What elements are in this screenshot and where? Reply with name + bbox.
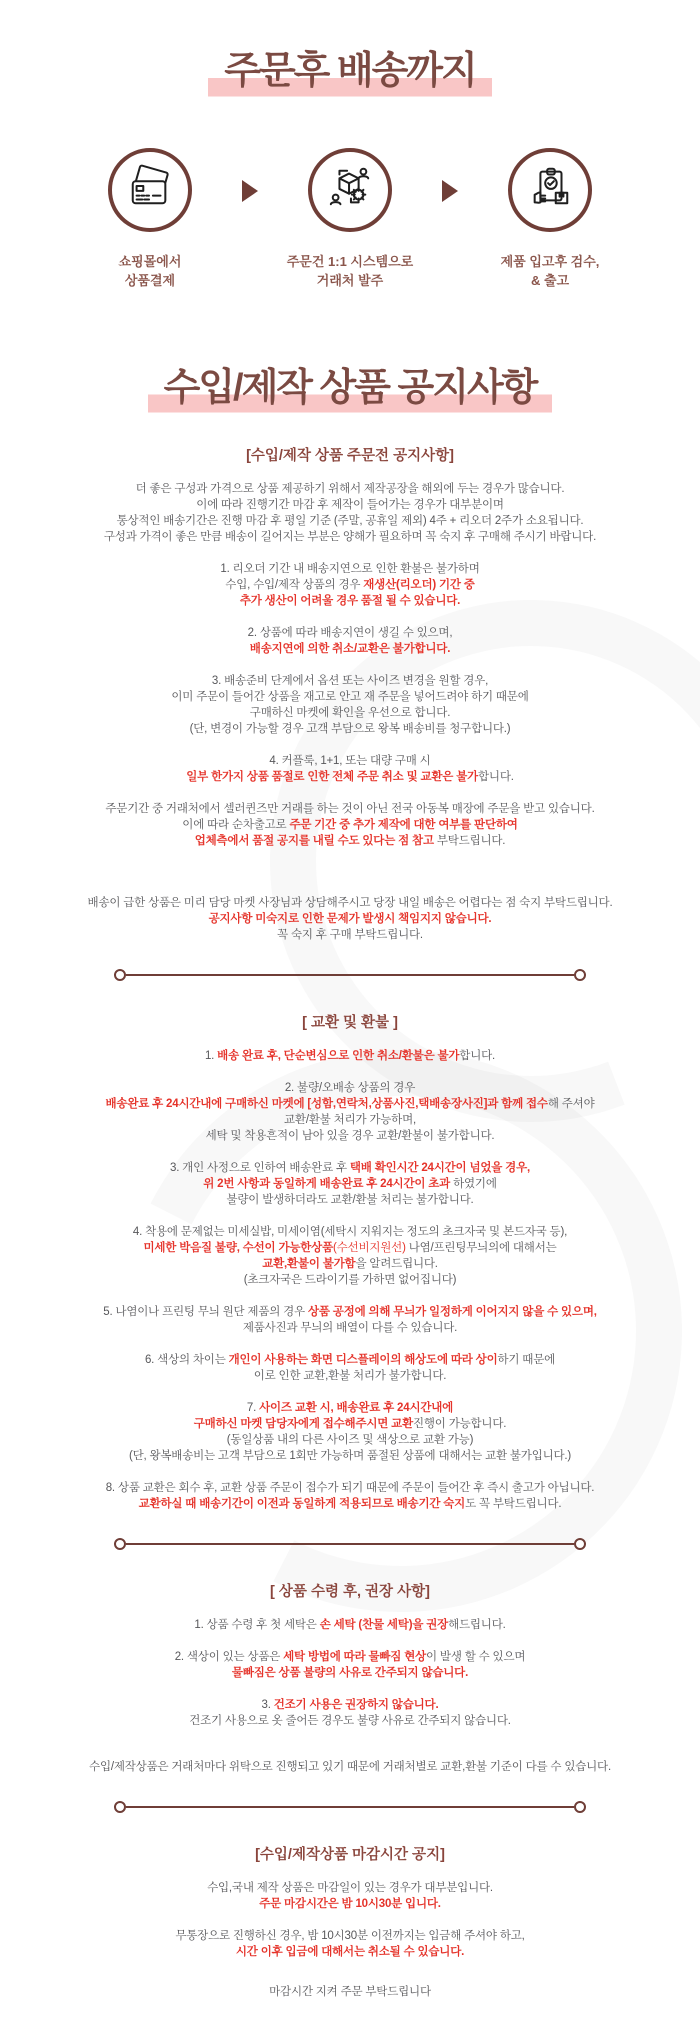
step-circle [308, 148, 392, 232]
text-run: 일부 한가지 상품 품절로 인한 전체 주문 취소 및 교환은 불가 [186, 771, 479, 784]
text-run: 나염/프린팅무늬의에 대해서는 [405, 1242, 557, 1255]
notice-line [0, 1224, 700, 1240]
text-run: 배송완료 후 24시간내에 구매하신 마켓에 [성함,연락처,상품사진,택배송장사진]과 함께 접수 [105, 1098, 548, 1111]
text-run: 마감시간 지켜 주문 부탁드립니다 [269, 1986, 431, 1999]
notice-line [0, 1928, 700, 1944]
notice-block [0, 1304, 700, 1336]
text-run: 업체측에서 품절 공지를 내릴 수도 있다는 점 참고 [194, 835, 437, 848]
text-run: 시간 이후 입금에 대해서는 취소될 수 있습니다. [235, 1946, 465, 1959]
notice-line [0, 1080, 700, 1096]
text-run: 수입/제작상품은 거래처마다 위탁으로 진행되고 있기 때문에 거래처별로 교환,환불 기준이 다를 수 있습니다. [89, 1761, 611, 1774]
divider-endpoint-circle [574, 969, 586, 981]
text-run: 7. [246, 1402, 260, 1415]
text-run: 물빠짐은 상품 불량의 사유로 간주되지 않습니다. [231, 1667, 469, 1680]
text-run: 통상적인 배송기간은 진행 마감 후 평일 기준 (주말, 공휴일 제외) 4주 + 리오더 2주가 소요됩니다. [116, 515, 584, 528]
text-run: 해 주셔야 [547, 1098, 595, 1111]
notice-block [0, 1759, 700, 1775]
notice-block [0, 1048, 700, 1064]
notice-line [0, 1432, 700, 1448]
notice-block [0, 1224, 700, 1288]
step-order [266, 148, 434, 291]
text-run: 교환,환불이 불가함 [262, 1258, 356, 1271]
step-inspection [466, 148, 634, 291]
text-run: 8. 상품 교환은 회수 후, 교환 상품 주문이 접수가 되기 때문에 주문이 들어간 후 즉시 출고가 아닙니다. [105, 1482, 595, 1495]
text-run: 제품사진과 무늬의 배열이 다를 수 있습니다. [242, 1322, 458, 1335]
text-run: 교환/환불 처리가 가능하며, [284, 1114, 416, 1127]
step-label-line: 제품 입고후 검수, [500, 253, 600, 269]
text-run: (수선비지원선) [333, 1242, 406, 1255]
notice-block [0, 481, 700, 545]
notice-block [0, 1400, 700, 1464]
text-run: 구성과 가격이 좋은 만큼 배송이 길어지는 부분은 양해가 필요하며 꼭 숙지 후 구매해 주시기 바랍니다. [103, 531, 597, 544]
step-label [266, 252, 434, 291]
notice-line [0, 1112, 700, 1128]
text-run: 5. 나염이나 프린팅 무늬 원단 제품의 경우 [103, 1306, 308, 1319]
deadline-notice-header: [수입/제작상품 마감시간 공지] [255, 1847, 445, 1864]
notice-line [0, 513, 700, 529]
text-run: 배송지연에 의한 취소/교환은 불가합니다. [249, 643, 451, 656]
text-run: 수입, 수입/제작 상품의 경우 [225, 579, 364, 592]
notice-line [0, 1448, 700, 1464]
text-run: 합니다. [478, 771, 514, 784]
notice-line [0, 689, 700, 705]
notice-line [0, 1160, 700, 1176]
notice-line [0, 1665, 700, 1681]
exchange-refund-section [0, 1011, 700, 1512]
step-circle [508, 148, 592, 232]
text-run: (동일상품 내의 다른 사이즈 및 색상으로 교환 가능) [226, 1434, 474, 1447]
text-run: 1. 상품 수령 후 첫 세탁은 [194, 1619, 320, 1632]
text-run: 3. [261, 1699, 274, 1712]
text-run: 도 꼭 부탁드립니다. [465, 1498, 562, 1511]
text-run: 사이즈 교환 시, 배송완료 후 24시간내에 [259, 1402, 454, 1415]
notice-line [0, 1352, 700, 1368]
notice-block [0, 801, 700, 849]
notice-line [0, 1713, 700, 1729]
notice-line [0, 481, 700, 497]
text-run: 교환하실 때 배송기간이 이전과 동일하게 적용되므로 배송기간 숙지 [138, 1498, 466, 1511]
step-label-line: 주문건 1:1 시스템으로 [286, 253, 414, 269]
notice-line [0, 1192, 700, 1208]
notice-line [0, 625, 700, 641]
notice-line [0, 753, 700, 769]
text-run: 6. 색상의 차이는 [144, 1354, 229, 1367]
text-run: 4. 커플룩, 1+1, 또는 대량 구매 시 [269, 755, 431, 768]
inspection-icon [527, 164, 573, 215]
notice-line [0, 1304, 700, 1320]
order-system-icon [327, 164, 373, 215]
section-divider [114, 969, 586, 981]
arrow-right-icon [442, 180, 458, 202]
notice-title: 수입/제작 상품 공지사항 [148, 367, 553, 415]
text-run: 개인이 사용하는 화면 디스플레이의 해상도에 따라 상이 [228, 1354, 498, 1367]
notice-block [0, 625, 700, 657]
notice-line [0, 801, 700, 817]
text-run: 주문 기간 중 추가 제작에 대한 여부를 판단하여 [289, 819, 518, 832]
step-payment [66, 148, 234, 291]
notice-line [0, 577, 700, 593]
notice-line [0, 1649, 700, 1665]
text-run: 주문기간 중 거래처에서 셀러퀸즈만 거래를 하는 것이 아닌 전국 아동복 매장에 주문을 받고 있습니다. [105, 803, 595, 816]
notice-block [0, 1928, 700, 1960]
pre-order-notice-section [0, 444, 700, 943]
step-label-line: 거래처 발주 [316, 273, 384, 289]
step-label [66, 252, 234, 291]
arrow-right-icon [242, 180, 258, 202]
notice-block [0, 1984, 700, 2000]
section-divider [114, 1538, 586, 1550]
notice-line [0, 911, 700, 927]
text-run: 해드립니다. [448, 1619, 506, 1632]
text-run: 이미 주문이 들어간 상품을 재고로 안고 재 주문을 넣어드려야 하기 때문에 [171, 691, 529, 704]
notice-line [0, 641, 700, 657]
steps-row [0, 148, 700, 291]
notice-block [0, 1160, 700, 1208]
text-run: 수입,국내 제작 상품은 마감일이 있는 경우가 대부분입니다. [207, 1882, 493, 1895]
text-run: (단, 변경이 가능할 경우 고객 부담으로 왕복 배송비를 청구합니다.) [189, 723, 511, 736]
divider-endpoint-circle [114, 1801, 126, 1813]
text-run: 3. 개인 사정으로 인하여 배송완료 후 [170, 1162, 350, 1175]
step-label [466, 252, 634, 291]
text-run: 2. 불량/오배송 상품의 경우 [284, 1082, 416, 1095]
text-run: 이 발생 할 수 있으며 [426, 1651, 526, 1664]
text-run: 손 세탁 (찬물 세탁)을 권장 [319, 1619, 449, 1632]
notice-line [0, 1984, 700, 2000]
text-run: 이에 따라 진행기간 마감 후 제작이 들어가는 경우가 대부분이며 [196, 499, 504, 512]
text-run: 부탁드립니다. [436, 835, 506, 848]
notice-line [0, 673, 700, 689]
text-run: 무통장으로 진행하신 경우, 밤 10시30분 이전까지는 입금해 주셔야 하고, [175, 1930, 525, 1943]
notice-sections [0, 444, 700, 2000]
text-run: 상품 공정에 의해 무늬가 일정하게 이어지지 않을 수 있으며, [307, 1306, 597, 1319]
notice-line [0, 1944, 700, 1960]
exchange-refund-header: [ 교환 및 환불 ] [302, 1015, 398, 1032]
text-run: 꼭 숙지 후 구매 부탁드립니다. [277, 929, 423, 942]
notice-line [0, 1320, 700, 1336]
text-run: 3. 배송준비 단계에서 옵션 또는 사이즈 변경을 원할 경우, [211, 675, 489, 688]
notice-block [0, 673, 700, 737]
text-run: 미세한 박음질 불량, 수선이 가능한상품 [143, 1242, 333, 1255]
deadline-notice-section [0, 1843, 700, 2000]
text-run: 2. 상품에 따라 배송지연이 생길 수 있으며, [247, 627, 453, 640]
text-run: 세탁 및 착용흔적이 남아 있을 경우 교환/환불이 불가합니다. [205, 1130, 495, 1143]
notice-line [0, 1256, 700, 1272]
notice-line [0, 561, 700, 577]
notice-block [0, 1480, 700, 1512]
text-run: 건조기 사용으로 옷 줄어든 경우도 불량 사유로 간주되지 않습니다. [189, 1715, 511, 1728]
text-run: 구매하신 마켓에 확인을 우선으로 합니다. [249, 707, 451, 720]
step-label-line: & 출고 [530, 273, 570, 289]
text-run: 하기 때문에 [497, 1354, 556, 1367]
divider-line [126, 1806, 574, 1808]
credit-card-icon [127, 164, 173, 215]
text-run: 진행이 가능합니다. [412, 1418, 507, 1431]
notice-line [0, 1048, 700, 1064]
notice-line [0, 1128, 700, 1144]
text-run: 합니다. [459, 1050, 496, 1063]
text-run: 세탁 방법에 따라 물빠짐 현상 [283, 1651, 427, 1664]
text-run: 2. 색상이 있는 상품은 [174, 1651, 284, 1664]
notice-block [0, 1649, 700, 1681]
step-label-line: 상품결제 [124, 273, 176, 289]
divider-line [126, 974, 574, 976]
divider-endpoint-circle [574, 1538, 586, 1550]
text-run: 하였기에 [453, 1178, 497, 1191]
text-run: 위 2번 사항과 동일하게 배송완료 후 24시간이 초과 [203, 1178, 454, 1191]
text-run: (단, 왕복배송비는 고객 부담으로 1회만 가능하며 품절된 상품에 대해서는 교환 불가입니다.) [128, 1450, 572, 1463]
after-receipt-header: [ 상품 수령 후, 권장 사항] [270, 1584, 430, 1601]
notice-block [0, 1697, 700, 1729]
notice-line [0, 1697, 700, 1713]
divider-endpoint-circle [114, 969, 126, 981]
notice-block [0, 753, 700, 785]
text-run: 이로 인한 교환,환불 처리가 불가합니다. [253, 1370, 447, 1383]
text-run: 재생산(리오더) 기간 중 [363, 579, 475, 592]
text-run: 4. 착용에 문제없는 미세실밥, 미세이염(세탁시 지워지는 정도의 초크자국 및 본드자국 등), [132, 1226, 568, 1239]
after-receipt-section [0, 1580, 700, 1775]
notice-line [0, 721, 700, 737]
notice-block [0, 1617, 700, 1633]
notice-block [0, 1352, 700, 1384]
section-divider [114, 1801, 586, 1813]
notice-line [0, 895, 700, 911]
notice-block [0, 1880, 700, 1912]
notice-block [0, 561, 700, 609]
notice-line [0, 1480, 700, 1496]
step-circle [108, 148, 192, 232]
text-run: 공지사항 미숙지로 인한 문제가 발생시 책임지지 않습니다. [208, 913, 492, 926]
notice-block [0, 1080, 700, 1144]
notice-line [0, 1496, 700, 1512]
notice-line [0, 1400, 700, 1416]
notice-line [0, 927, 700, 943]
text-run: 주문 마감시간은 밤 10시30분 입니다. [259, 1898, 441, 1911]
main-title: 주문후 배송까지 [208, 50, 492, 98]
notice-block [0, 895, 700, 943]
notice-line [0, 1880, 700, 1896]
text-run: 1. 리오더 기간 내 배송지연으로 인한 환불은 불가하며 [220, 563, 480, 576]
notice-line [0, 529, 700, 545]
notice-line [0, 1416, 700, 1432]
notice-line [0, 497, 700, 513]
notice-line [0, 1368, 700, 1384]
text-run: 건조기 사용은 권장하지 않습니다. [273, 1699, 439, 1712]
text-run: 구매하신 마켓 담당자에게 접수해주시면 교환 [193, 1418, 413, 1431]
notice-line [0, 705, 700, 721]
notice-line [0, 817, 700, 833]
text-run: 불량이 발생하더라도 교환/환불 처리는 불가합니다. [226, 1194, 474, 1207]
divider-line [126, 1543, 574, 1545]
notice-line [0, 1272, 700, 1288]
notice-line [0, 1240, 700, 1256]
text-run: 추가 생산이 어려울 경우 품절 될 수 있습니다. [239, 595, 461, 608]
text-run: 배송이 급한 상품은 미리 담당 마켓 사장님과 상담해주시고 당장 내일 배송은 어렵다는 점 숙지 부탁드립니다. [87, 897, 613, 910]
text-run: (초크자국은 드라이기를 가하면 없어집니다) [243, 1274, 457, 1287]
text-run: 1. [204, 1050, 218, 1063]
text-run: 더 좋은 구성과 가격으로 상품 제공하기 위해서 제작공장을 해외에 두는 경우가 많습니다. [135, 483, 565, 496]
notice-line [0, 1759, 700, 1775]
notice-line [0, 1096, 700, 1112]
text-run: 배송 완료 후, 단순변심으로 인한 취소/환불은 불가 [217, 1050, 460, 1063]
notice-line [0, 1896, 700, 1912]
step-label-line: 쇼핑몰에서 [118, 253, 182, 269]
text-run: 을 알려드립니다. [355, 1258, 438, 1271]
text-run: 택배 확인시간 24시간이 넘었을 경우, [349, 1162, 530, 1175]
pre-order-notice-header: [수입/제작 상품 주문전 공지사항] [246, 448, 454, 465]
notice-line [0, 1617, 700, 1633]
divider-endpoint-circle [114, 1538, 126, 1550]
text-run: 이에 따라 순차출고로 [182, 819, 290, 832]
divider-endpoint-circle [574, 1801, 586, 1813]
notice-line [0, 593, 700, 609]
notice-line [0, 833, 700, 849]
notice-line [0, 1176, 700, 1192]
notice-line [0, 769, 700, 785]
